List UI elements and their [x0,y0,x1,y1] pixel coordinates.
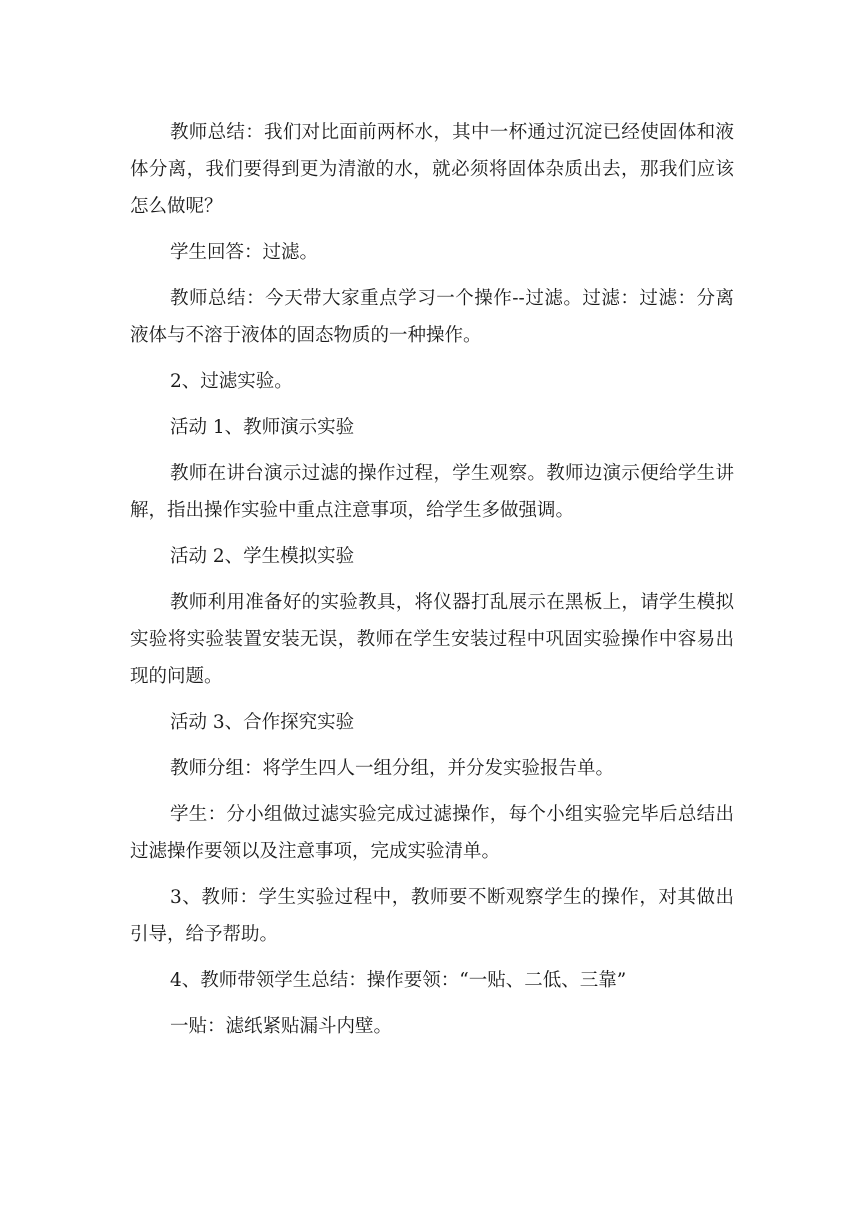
document-body [130,114,734,1054]
paragraph-teacher-summary-2: 教师总结：今天带大家重点学习一个操作--过滤。过滤：过滤：分离液体与不溶于液体的固态物质的一种操作。 [130,288,734,346]
paragraph-activity-2-body: 教师利用准备好的实验教具，将仪器打乱展示在黑板上，请学生模拟实验将实验装置安装无误，教师在学生安装过程中巩固实验操作中容易出现的问题。 [130,592,734,687]
paragraph-activity-1-body: 教师在讲台演示过滤的操作过程，学生观察。教师边演示便给学生讲解，指出操作实验中重点注意事项，给学生多做强调。 [130,463,734,521]
paragraph-section-4: 4、教师带领学生总结：操作要领：“一贴、二低、三靠” [170,970,627,991]
paragraph-activity-1-heading: 活动 1、教师演示实验 [170,417,355,438]
paragraph-activity-3-heading: 活动 3、合作探究实验 [170,712,355,733]
paragraph-activity-2-heading: 活动 2、学生模拟实验 [170,546,355,567]
paragraph-student-answer: 学生回答：过滤。 [170,242,319,263]
paragraph-teacher-summary-1: 教师总结：我们对比面前两杯水，其中一杯通过沉淀已经使固体和液体分离，我们要得到更为清澈的水，就必须将固体杂质出去，那我们应该怎么做呢？ [130,122,734,217]
paragraph-student-experiment: 学生：分小组做过滤实验完成过滤操作，每个小组实验完毕后总结出过滤操作要领以及注意事项，完成实验清单。 [130,804,734,862]
paragraph-section-3: 3、教师：学生实验过程中，教师要不断观察学生的操作，对其做出引导，给予帮助。 [130,887,734,945]
paragraph-section-2-heading: 2、过滤实验。 [170,371,293,392]
paragraph-yi-tie: 一贴：滤纸紧贴漏斗内壁。 [170,1016,393,1037]
paragraph-teacher-grouping: 教师分组：将学生四人一组分组，并分发实验报告单。 [170,758,615,779]
